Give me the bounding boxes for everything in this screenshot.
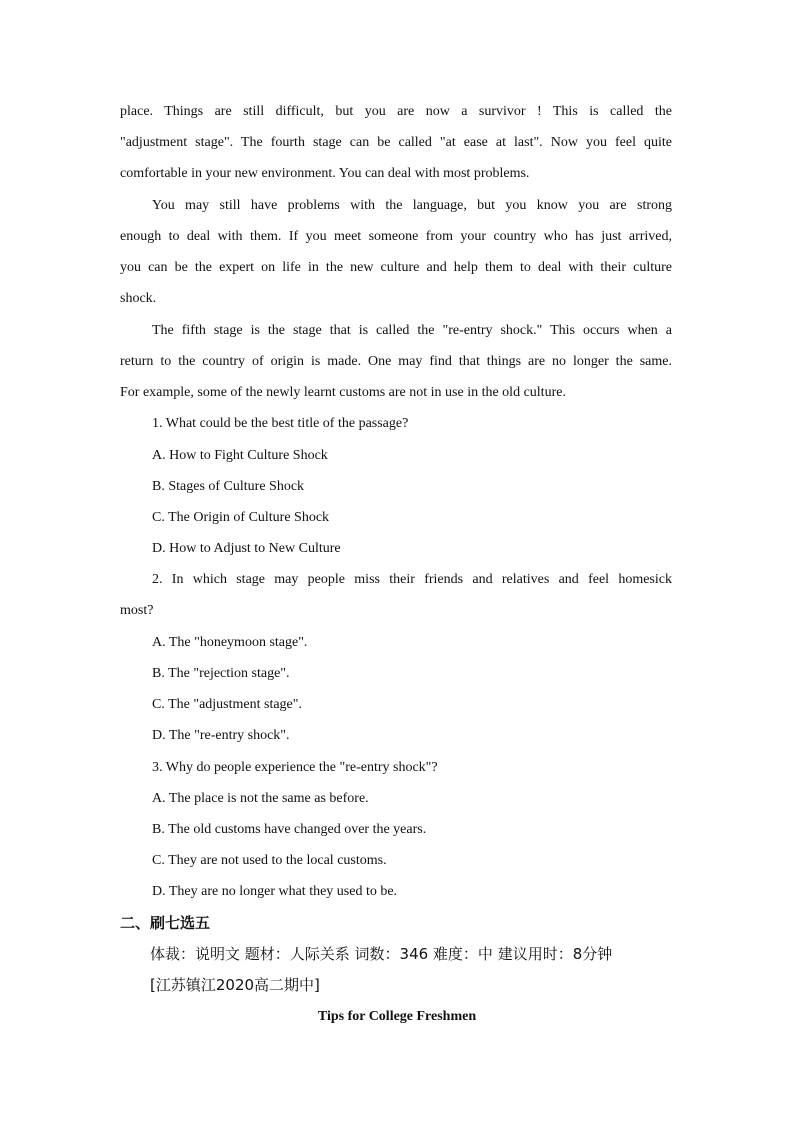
- answer-option: B. Stages of Culture Shock: [152, 479, 305, 494]
- section-heading: 二、刷七选五: [120, 914, 211, 932]
- answer-option: B. The "rejection stage".: [152, 666, 290, 681]
- passage-line: place. Things are still difficult, but you are now a survivor ! This is called the: [120, 104, 672, 119]
- answer-option: D. The "re-entry shock".: [152, 728, 290, 743]
- answer-option: C. The Origin of Culture Shock: [152, 510, 330, 525]
- question-stem: 3. Why do people experience the "re-entry shock"?: [152, 760, 438, 775]
- passage-line: you can be the expert on life in the new culture and help them to deal with their culture: [120, 260, 672, 275]
- section-source: [江苏镇江2020高二期中]: [150, 976, 320, 994]
- answer-option: C. The "adjustment stage".: [152, 697, 302, 712]
- answer-option: D. They are no longer what they used to be.: [152, 884, 398, 899]
- question-stem: 1. What could be the best title of the passage?: [152, 416, 409, 431]
- answer-option: D. How to Adjust to New Culture: [152, 541, 341, 556]
- passage-line: You may still have problems with the language, but you know you are strong: [152, 198, 672, 213]
- section-meta: 体裁：说明文 题材：人际关系 词数：346 难度：中 建议用时：8分钟: [150, 945, 613, 963]
- answer-option: A. The place is not the same as before.: [152, 791, 369, 806]
- question-stem: 2. In which stage may people miss their friends and relatives and feel homesick: [152, 572, 672, 587]
- passage-line: shock.: [120, 291, 157, 306]
- question-stem-continued: most?: [120, 603, 154, 618]
- passage-line: The fifth stage is the stage that is called the "re-entry shock." This occurs when a: [152, 323, 672, 338]
- answer-option: A. How to Fight Culture Shock: [152, 448, 328, 463]
- passage-line: "adjustment stage". The fourth stage can be called "at ease at last". Now you feel quite: [120, 135, 672, 150]
- passage-line: return to the country of origin is made. One may find that things are no longer the same.: [120, 354, 672, 369]
- article-title: Tips for College Freshmen: [317, 1009, 477, 1024]
- answer-option: B. The old customs have changed over the years.: [152, 822, 427, 837]
- passage-line: For example, some of the newly learnt customs are not in use in the old culture.: [120, 385, 566, 400]
- passage-line: comfortable in your new environment. You can deal with most problems.: [120, 166, 530, 181]
- answer-option: C. They are not used to the local customs.: [152, 853, 387, 868]
- answer-option: A. The "honeymoon stage".: [152, 635, 308, 650]
- passage-line: enough to deal with them. If you meet someone from your country who has just arrived,: [120, 229, 672, 244]
